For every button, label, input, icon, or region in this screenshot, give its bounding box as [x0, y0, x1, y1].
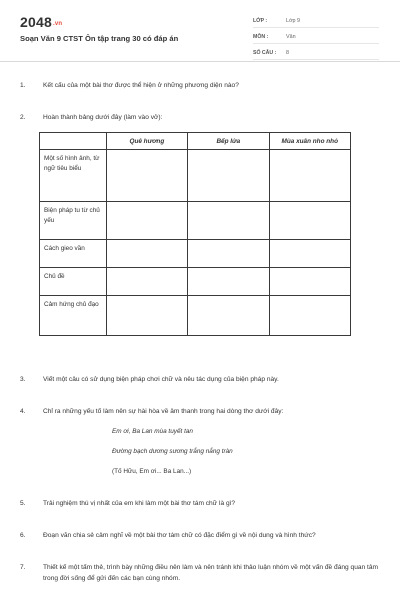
question-number: 4. — [20, 408, 26, 415]
table-cell — [269, 202, 350, 240]
question-text: Hoàn thành bảng dưới đây (làm vào vở): — [43, 114, 163, 121]
meta-row-class — [253, 14, 379, 28]
document-title: Soạn Văn 9 CTST Ôn tập trang 30 có đáp án — [20, 34, 179, 43]
table-row-label: Một số hình ảnh, từ ngữ tiêu biểu — [40, 150, 107, 202]
table-cell — [269, 240, 350, 268]
question-text: Chỉ ra những yếu tố làm nên sự hài hòa về âm thanh trong hai dòng thơ dưới đây: — [43, 408, 284, 415]
logo-suffix: .vn — [52, 21, 63, 27]
table-cell — [106, 268, 187, 296]
poem-line-1: Em ơi, Ba Lan mùa tuyết tan — [112, 428, 193, 435]
meta-row-subject — [253, 30, 379, 44]
meta-value-class: Lớp 9 — [286, 17, 301, 24]
question-number: 3. — [20, 376, 26, 383]
table-cell — [188, 240, 269, 268]
table-cell — [188, 150, 269, 202]
meta-value-subject: Văn — [286, 33, 296, 40]
table-row — [40, 202, 351, 240]
table-cell — [106, 202, 187, 240]
table-row — [40, 240, 351, 268]
site-logo[interactable] — [20, 14, 62, 30]
meta-label-count: SỐ CÂU : — [253, 49, 277, 56]
table-header-row — [40, 133, 351, 150]
table-cell — [188, 296, 269, 336]
question-text: Trải nghiệm thú vị nhất của em khi làm một bài thơ tám chữ là gì? — [43, 500, 236, 507]
table-header-bep-lua: Bếp lửa — [188, 133, 269, 150]
meta-row-count — [253, 46, 379, 60]
table-row-label: Cách gieo vần — [40, 240, 107, 268]
question-number: 6. — [20, 532, 26, 539]
table-header-que-huong: Quê hương — [106, 133, 187, 150]
table-cell — [269, 150, 350, 202]
question-text: Thiết kế một tấm thẻ, trình bày những điều nên làm và nên tránh khi thảo luận nhóm về một vấn đề đáng quan tâm trong đời sống để gửi đến các bạn cùng nhóm. — [43, 564, 379, 582]
table-cell — [269, 296, 350, 336]
question-number: 5. — [20, 500, 26, 507]
table-header-empty — [40, 133, 107, 150]
poem-source: (Tố Hữu, Em ơi... Ba Lan...) — [112, 468, 192, 475]
table-cell — [106, 296, 187, 336]
table-cell — [106, 150, 187, 202]
table-row — [40, 150, 351, 202]
table-cell — [106, 240, 187, 268]
question-text: Đoạn văn chia sẻ cảm nghĩ về một bài thơ tám chữ có đặc điểm gì về nội dung và hình thức? — [43, 532, 316, 539]
document-header — [0, 0, 400, 62]
meta-label-class: LỚP : — [253, 17, 268, 24]
logo-text: 2048 — [20, 14, 52, 30]
question-number: 1. — [20, 82, 26, 89]
question-number: 2. — [20, 114, 26, 121]
table-header-mua-xuan: Mùa xuân nho nhỏ — [269, 133, 350, 150]
table-row — [40, 296, 351, 336]
poem-line-2: Đường bạch dương sương trắng nắng tràn — [112, 448, 233, 455]
question-text: Viết một câu có sử dụng biện pháp chơi chữ và nêu tác dụng của biện pháp này. — [43, 376, 279, 383]
meta-panel — [253, 14, 379, 62]
table-cell — [188, 268, 269, 296]
table-cell — [188, 202, 269, 240]
table-row-label: Chủ đề — [40, 268, 107, 296]
table-row-label: Biện pháp tu từ chủ yếu — [40, 202, 107, 240]
meta-value-count: 8 — [286, 49, 289, 56]
table-cell — [269, 268, 350, 296]
table-row-label: Cảm hứng chủ đạo — [40, 296, 107, 336]
comparison-table — [39, 132, 351, 336]
question-text: Kết cấu của một bài thơ được thể hiện ở những phương diện nào? — [43, 82, 239, 89]
question-number: 7. — [20, 564, 26, 571]
table-row — [40, 268, 351, 296]
meta-label-subject: MÔN : — [253, 33, 269, 40]
